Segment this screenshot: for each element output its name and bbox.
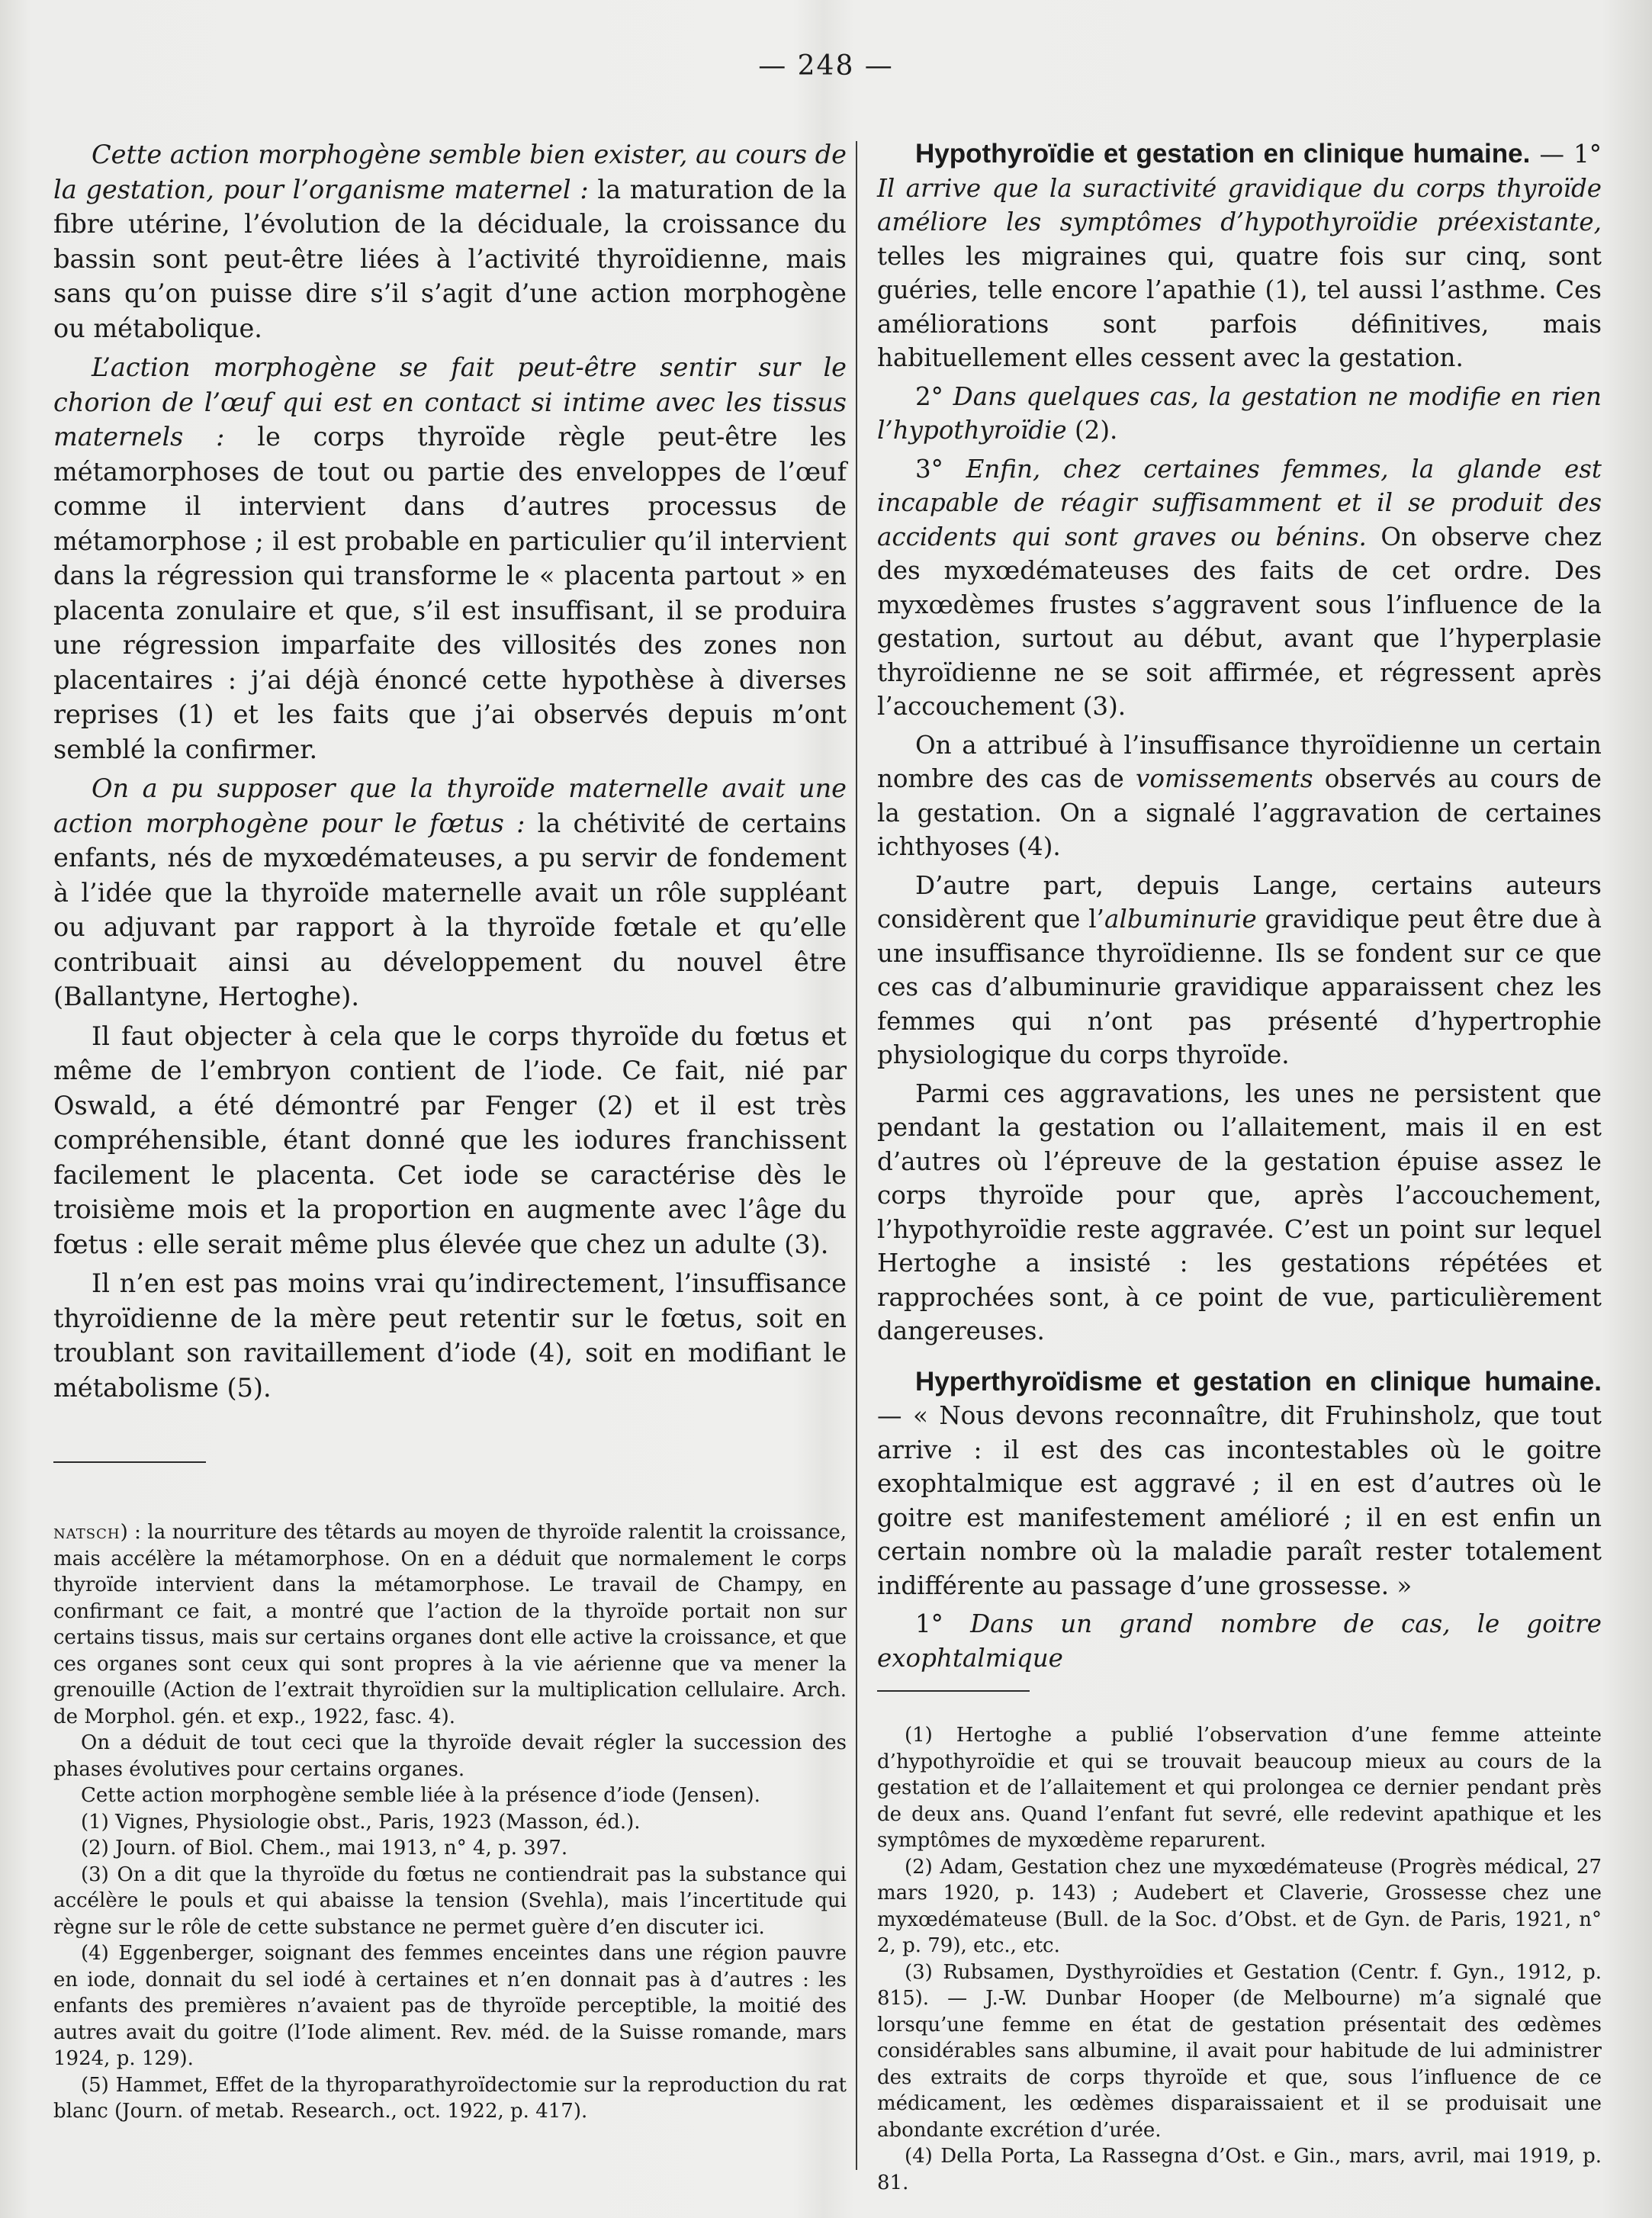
- paragraph-text: telles les migraines qui, quatre fois sur cinq, sont guéries, telle encore l’apathie (1), tel aussi l’asthme. Ces améliorations sont parfois définitives, mais habituellement elles cessent avec la gestation.: [877, 241, 1602, 372]
- paragraph-point-3: [877, 452, 1602, 724]
- footnote-4: (4) Eggenberger, soignant des femmes enceintes dans une région pauvre en iode, donnait du sel iodé à certaines et n’en donnait pas à d’autres : les enfants des premières n’avaient pas de thyroïde perceptible, la moitié des autres avait du goitre (l’Iode aliment. Rev. méd. de la Suisse romande, mars 1924, p. 129).: [53, 1942, 847, 2070]
- section-hypothyroidie: [877, 137, 1602, 375]
- footnote-continued: [53, 1519, 847, 1730]
- enumeration: 2°: [915, 381, 953, 411]
- paragraph-point-2: [877, 380, 1602, 448]
- italic-term: albuminurie: [1104, 905, 1257, 934]
- paragraph-text: On observe chez des myxœdémateuses des faits de cet ordre. Des myxœdèmes frustes s’aggravent sous l’influence de la gestation, surtout au début, avant que l’hyperplasie thyroïdienne ne se soit affirmée, et régressent après l’accouchement (3).: [877, 522, 1602, 721]
- paragraph-vomissements: [877, 728, 1602, 864]
- italic-lead: Cette action morphogène semble bien exister, au cours de la gestation, pour l’organisme maternel :: [53, 140, 847, 204]
- paragraph-chorion: [53, 350, 847, 767]
- footnote-3: (3) Rubsamen, Dysthyroïdies et Gestation (Centr. f. Gyn., 1912, p. 815). — J.-W. Dunbar Hooper (de Melbourne) m’a signalé que lorsqu’une femme en état de gestation présentait des œdèmes considérables sans albumine, il avait pour habitude de lui administrer des extraits de corps thyroïde et que, sous l’influence de ce médicament, les œdèmes disparaissaient et il se produisait une abondante excrétion d’urée.: [877, 1960, 1602, 2142]
- footnote-text: Cette action morphogène semble liée à la présence d’iode (Jensen).: [81, 1784, 760, 1807]
- italic-lead: Enfin, chez certaines femmes, la glande est incapable de réagir suffisamment et il se produit des accidents qui sont graves ou bénins.: [877, 454, 1602, 551]
- paragraph-morphogene-maternel: [53, 137, 847, 346]
- paragraph-text: D’autre part, depuis Lange, certains auteurs considèrent que l’: [877, 870, 1602, 934]
- paragraph-insuffisance: Il n’en est pas moins vrai qu’indirectement, l’insuffisance thyroïdienne de la mère peut retentir sur le fœtus, soit en troublant son ravitaillement d’iode (4), soit en modifiant le métabolisme (5).: [53, 1268, 847, 1403]
- footnote-rule: [877, 1690, 1030, 1692]
- paragraph-text: On a attribué à l’insuffisance thyroïdienne un certain nombre des cas de: [877, 730, 1602, 793]
- paragraph-text: le corps thyroïde règle peut-être les métamorphoses de tout ou partie des enveloppes de l’œuf comme il intervient dans d’autres processus de métamorphose ; il est probable en particulier qu’il intervient dans la régression qui transforme le « placenta partout » en placenta zonulaire et que, s’il est insuffisant, il se produira une régression imparfaite des villosités des zones non placentaires : j’ai déjà énoncé cette hypothèse à diverses reprises (1) et les faits que j’ai observés depuis m’ont semblé la confirmer.: [53, 422, 847, 764]
- footnote-text: ) : la nourriture des têtards au moyen de thyroïde ralentit la croissance, mais accélère la métamorphose. On en a déduit que normalement le corps thyroïde intervient dans la métamorphose. Le travail de Champy, en confirmant ce fait, a montré que l’action de la thyroïde portait non sur certains tissus, mais sur certains organes dont elle active la croissance, et que ces organes sont ceux qui sont propres à la vie aérienne que va mener la grenouille (Action de l’extrait thyroïdien sur la multiplication cellulaire. Arch. de Morphol. gén. et exp., 1922, fasc. 4).: [53, 1521, 847, 1728]
- page-number: — 248 —: [758, 50, 894, 82]
- footnote-4: (4) Della Porta, La Rassegna d’Ost. e Gin., mars, avril, mai 1919, p. 81.: [877, 2145, 1602, 2194]
- section-heading: Hypothyroïdie et gestation en clinique humaine.: [915, 139, 1531, 169]
- footnote-text: On a déduit de tout ceci que la thyroïde devait régler la succession des phases évolutives pour certains organes.: [53, 1731, 847, 1781]
- right-column: [877, 137, 1602, 2196]
- italic-term: vomissements: [1136, 764, 1313, 793]
- paragraph-text: — « Nous devons reconnaître, dit Fruhinsholz, que tout arrive : il est des cas incontestables où le goitre exophtalmique est aggravé ; il en est d’autres où le goitre est manifestement amélioré ; il en est enfin un certain nombre où la maladie paraît rester totalement indifférente au passage d’une grossesse. »: [877, 1401, 1602, 1600]
- section-hyperthyroidisme: [877, 1365, 1602, 1603]
- paragraph-text: gravidique peut être due à une insuffisance thyroïdienne. Ils se fondent sur ce que ces cas d’albuminurie gravidique apparaissent chez les femmes qui n’ont pas présenté d’hypertrophie physiologique du corps thyroïde.: [877, 905, 1602, 1069]
- footnote-1: (1) Vignes, Physiologie obst., Paris, 1923 (Masson, éd.).: [81, 1810, 641, 1834]
- footnote-2: (2) Adam, Gestation chez une myxœdémateuse (Progrès médical, 27 mars 1920, p. 143) ; Audebert et Claverie, Grossesse chez une myxœdémateuse (Bull. de la Soc. d’Obst. et de Gyn. de Paris, 1921, n° 2, p. 79), etc., etc.: [877, 1855, 1602, 1957]
- italic-lead: Dans un grand nombre de cas, le goitre exophtalmique: [877, 1609, 1602, 1673]
- footnote-5: (5) Hammet, Effet de la thyroparathyroïdectomie sur la reproduction du rat blanc (Journ. of metab. Research., oct. 1922, p. 417).: [53, 2073, 847, 2123]
- enumeration: 1°: [915, 1609, 971, 1638]
- paragraph-text: la chétivité de certains enfants, nés de myxœdémateuses, a pu servir de fondement à l’idée que la thyroïde maternelle avait un rôle suppléant ou adjuvant par rapport à la thyroïde fœtale et qu’elle contribuait ainsi au développement du nouvel être (Ballantyne, Hertoghe).: [53, 808, 847, 1011]
- paragraph-text: (2).: [1066, 416, 1118, 445]
- italic-lead: On a pu supposer que la thyroïde maternelle avait une action morphogène pour le fœtus :: [53, 773, 847, 838]
- paragraph-text: observés au cours de la gestation. On a signalé l’aggravation de certaines ichthyoses (4).: [877, 764, 1602, 861]
- footnote-author: natsch: [53, 1521, 121, 1544]
- section-heading: Hyperthyroïdisme et gestation en clinique humaine.: [915, 1366, 1602, 1397]
- footnote-1: (1) Hertoghe a publié l’observation d’une femme atteinte d’hypothyroïdie et qui se trouvait beaucoup mieux au cours de la gestation et de l’allaitement et qui prolongea ce dernier pendant près de deux ans. Quand l’enfant fut sevré, elle redevint apathique et les symptômes de myxœdème reparurent.: [877, 1724, 1602, 1852]
- enumeration: 3°: [915, 454, 966, 484]
- paragraph-foetus: [53, 771, 847, 1014]
- italic-lead: Dans quelques cas, la gestation ne modifie en rien l’hypothyroïdie: [877, 381, 1602, 445]
- italic-lead: L’action morphogène se fait peut-être sentir sur le chorion de l’œuf qui est en contact si intime avec les tissus maternels :: [53, 352, 847, 452]
- paragraph-aggravations: Parmi ces aggravations, les unes ne persistent que pendant la gestation ou l’allaitement, mais il en est d’autres où l’épreuve de la gestation épuise assez le corps thyroïde pour que, après l’accouchement, l’hypothyroïdie reste aggravée. C’est un point sur lequel Hertoghe a insisté : les gestations répétées et rapprochées sont, à ce point de vue, particulièrement dangereuses.: [877, 1078, 1602, 1345]
- paragraph-text: — 1°: [1530, 140, 1602, 169]
- paragraph-point-1: [877, 1607, 1602, 1675]
- paragraph-text: la maturation de la fibre utérine, l’évolution de la déciduale, la croissance du bassin sont peut-être liées à l’activité thyroïdienne, mais sans qu’on puisse dire s’il s’agit d’une action morphogène ou métabolique.: [53, 174, 847, 343]
- italic-lead: Il arrive que la suractivité gravidique du corps thyroïde améliore les symptômes d’hypothyroïdie préexistante,: [877, 173, 1602, 236]
- footnote-2: (2) Journ. of Biol. Chem., mai 1913, n° 4, p. 397.: [81, 1837, 568, 1860]
- paragraph-albuminurie: [877, 869, 1602, 1072]
- paragraph-iode: Il faut objecter à cela que le corps thyroïde du fœtus et même de l’embryon contient de l’iode. Ce fait, nié par Oswald, a été démontré par Fenger (2) et il est très compréhensible, étant donné que les iodures franchissent facilement le placenta. Cet iode se caractérise dès le troisième mois et la proportion en augmente avec l’âge du fœtus : elle serait même plus élevée que chez un adulte (3).: [53, 1021, 847, 1259]
- footnote-rule: [53, 1461, 206, 1463]
- left-column: [53, 137, 847, 2125]
- column-divider: [856, 141, 857, 2170]
- footnote-3: (3) On a dit que la thyroïde du fœtus ne contiendrait pas la substance qui accélère le pouls et qui abaisse la tension (Svehla), mais l’incertitude qui règne sur le rôle de cette substance ne permet guère d’en discuter ici.: [53, 1863, 847, 1939]
